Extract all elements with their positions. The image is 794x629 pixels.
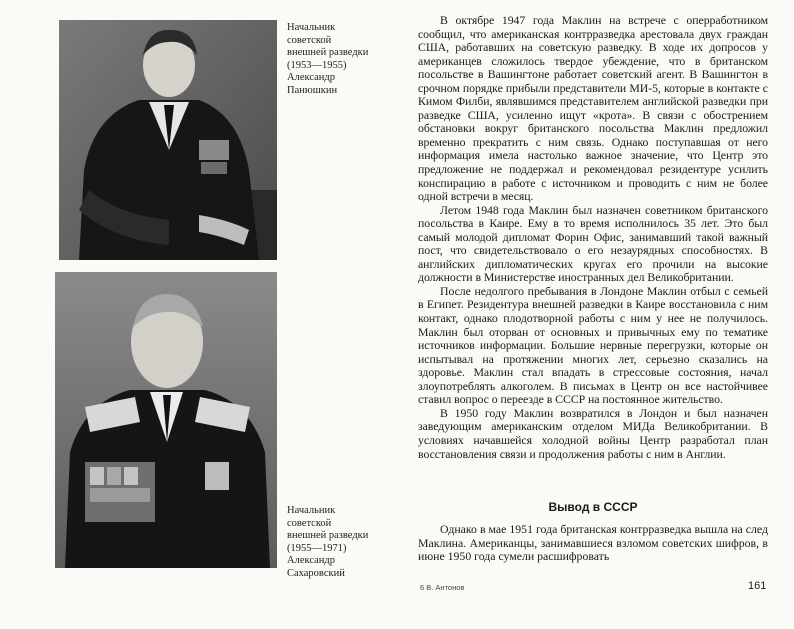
photo-caption-1: Начальник советской внешней разведки (1953—1955) Александр Панюшкин	[287, 22, 369, 96]
main-text-column	[418, 14, 768, 461]
section-paragraph: Однако в мае 1951 года британская контрразведка вышла на след Маклина. Американцы, занимавшиеся взломом советских шифров, в июне 1950 года сумели расшифровать	[418, 522, 768, 564]
portrait-image-1	[59, 20, 277, 260]
section-text	[418, 523, 768, 564]
page-number: 161	[748, 580, 767, 592]
paragraph-1: В октябре 1947 года Маклин на встрече с оперработником сообщил, что американская контрразведка арестовала двух граждан США, работавших на советскую разведку. В ходе их допросов у американцев сложилось твердое убеждение, что в британском посольстве в Вашингтоне работает советский агент. В Вашингтон в срочном порядке прибыли представители МИ-5, которые в контакте с Кимом Филби, являвшимся представителем английской разведки при разведке США, усиленно ищут «крота». В связи с обострением обстановки вокруг британского посольства Маклин предложил временно прекратить с ним связь. Однако поступавшая от него информация имела настолько важное значение, что Центр это предложение не поддержал и рекомендовал резидентуре усилить конспирацию в работе с источником и проводить с ним не более одной встречи в месяц.	[418, 13, 768, 204]
portrait-photo-sakharovsky	[55, 272, 277, 568]
footer-signature: 6 В. Антонов	[420, 583, 465, 592]
paragraph-3: После недолгого пребывания в Лондоне Маклин отбыл с семьей в Египет. Резидентура внешней разведки в Каире восстановила с ним контакт, однако плодотворной работы с ним у нее не получилось. Маклин был оторван от основных и привычных ему по тематике источников информации. Большие нервные перегрузки, которые он испытывал на протяжении многих лет, серьезно сказались на здоровье. Маклин стал впадать в стрессовые состояния, начал злоупотреблять алкоголем. В письмах в Центр он все настойчивее ставил вопрос о переезде в СССР на постоянное жительство.	[418, 283, 768, 407]
paragraph-4: В 1950 году Маклин возвратился в Лондон и был назначен заведующим американским отделом МИДа Великобритании. В условиях начавшейся холодной войны Центр разработал план восстановления связи и продолжения работы с ним в Англии.	[418, 405, 768, 461]
photo-caption-2: Начальник советской внешней разведки (1955—1971) Александр Сахаровский	[287, 505, 369, 579]
portrait-image-2	[55, 272, 277, 568]
paragraph-2: Летом 1948 года Маклин был назначен советником британского посольства в Каире. Ему в то время исполнилось 35 лет. Это был самый молодой дипломат Форин Офис, занимавший такой важный пост, что свидетельствовало о его незаурядных способностях. В английских дипломатических кругах его прочили на высокие должности в Министерстве иностранных дел Великобритании.	[418, 202, 768, 285]
section-title: Вывод в СССР	[548, 500, 638, 514]
portrait-photo-panyushkin	[59, 20, 277, 260]
